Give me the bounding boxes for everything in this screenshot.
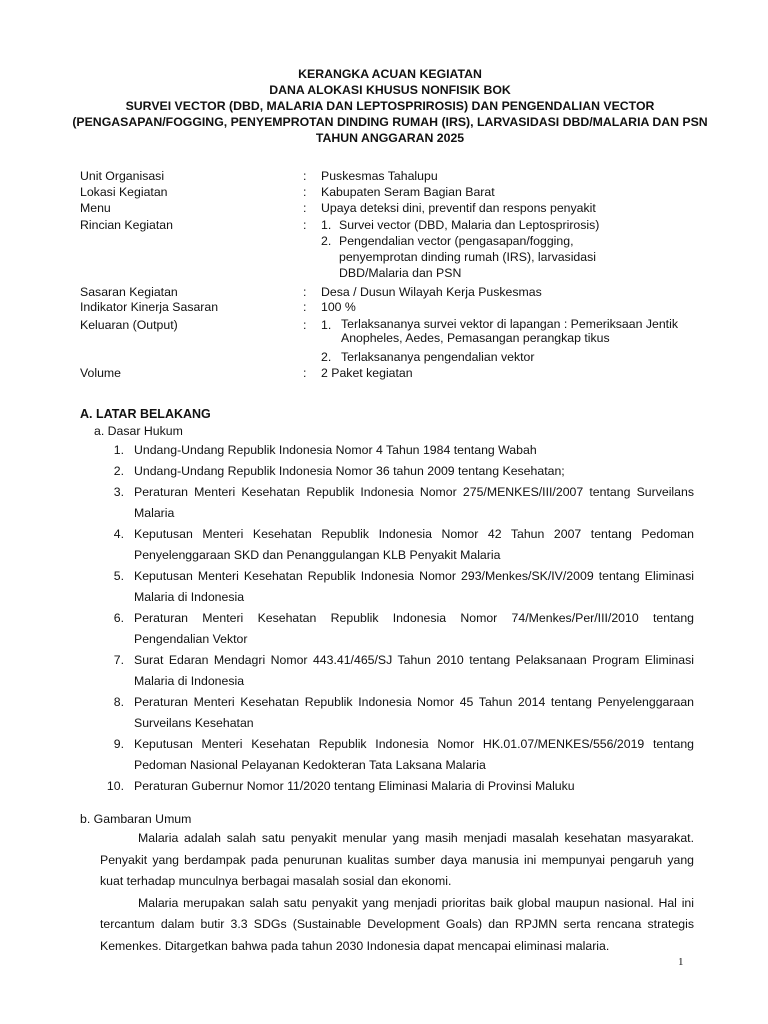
- info-row-sasaran: [80, 284, 720, 300]
- info-table: [80, 168, 720, 381]
- info-value: Desa / Dusun Wilayah Kerja Puskesmas: [321, 285, 542, 300]
- subsection-heading-gambaran-umum: b. Gambaran Umum: [80, 812, 192, 826]
- list-item-number: 4.: [113, 527, 124, 541]
- info-row-indikator: [80, 301, 720, 314]
- rincian-item: [321, 217, 720, 233]
- info-label: Unit Organisasi: [80, 169, 165, 183]
- list-item-number: 1.: [113, 443, 124, 457]
- info-label: Rincian Kegiatan: [80, 217, 173, 232]
- rincian-text-line: Pengendalian vector (pengasapan/fogging,: [339, 233, 574, 248]
- list-item: [100, 692, 694, 734]
- list-item: [100, 440, 694, 461]
- rincian-text-line: penyemprotan dinding rumah (IRS), larvasidasi: [339, 250, 596, 265]
- list-item-text: Keputusan Menteri Kesehatan Republik Indonesia Nomor HK.01.07/MENKES/556/2019 tentang Pedoman Nasional Pelayanan Kedokteran Tata Laksana Malaria: [134, 737, 694, 772]
- list-item-number: 10.: [106, 779, 124, 793]
- info-colon: :: [303, 217, 307, 232]
- rincian-num: 2.: [321, 233, 332, 248]
- info-colon: :: [303, 201, 307, 216]
- title-line: KERANGKA ACUAN KEGIATAN: [298, 67, 482, 81]
- info-colon: :: [303, 365, 307, 380]
- document-title: [60, 66, 720, 146]
- info-row-lokasi: [80, 184, 720, 200]
- keluaran-num: 2.: [321, 349, 332, 364]
- title-line: (PENGASAPAN/FOGGING, PENYEMPROTAN DINDING RUMAH (IRS), LARVASIDASI DBD/MALARIA DAN PSN: [72, 115, 708, 129]
- info-colon: :: [303, 185, 307, 200]
- info-colon: :: [303, 317, 307, 332]
- rincian-item: [321, 233, 720, 282]
- title-line: TAHUN ANGGARAN 2025: [315, 131, 465, 145]
- page-number: 1: [678, 956, 684, 968]
- list-item-text: Surat Edaran Mendagri Nomor 443.41/465/SJ Tahun 2010 tentang Pelaksanaan Program Eliminasi Malaria di Indonesia: [134, 653, 694, 688]
- info-label: Keluaran (Output): [80, 317, 178, 332]
- info-value: 2 Paket kegiatan: [321, 365, 413, 380]
- info-value: Kabupaten Seram Bagian Barat: [321, 185, 495, 200]
- info-row-rincian: [80, 217, 720, 282]
- info-label: Indikator Kinerja Sasaran: [80, 299, 219, 314]
- info-label: Sasaran Kegiatan: [80, 285, 178, 300]
- keluaran-item: [321, 349, 720, 365]
- rincian-num: 1.: [321, 217, 332, 232]
- law-list: [100, 440, 694, 797]
- list-item-text: Keputusan Menteri Kesehatan Republik Indonesia Nomor 42 Tahun 2007 tentang Pedoman Penyelenggaraan SKD dan Penanggulangan KLB Penyakit Malaria: [134, 527, 694, 562]
- list-item-text: Undang-Undang Republik Indonesia Nomor 36 tahun 2009 tentang Kesehatan;: [134, 464, 565, 478]
- info-colon: :: [303, 169, 307, 183]
- list-item: [100, 734, 694, 776]
- info-value: 100 %: [321, 299, 356, 314]
- list-item: [100, 650, 694, 692]
- list-item-text: Peraturan Menteri Kesehatan Republik Indonesia Nomor 45 Tahun 2014 tentang Penyelenggaraan Surveilans Kesehatan: [134, 695, 694, 730]
- rincian-text: [339, 233, 720, 282]
- info-label: Lokasi Kegiatan: [80, 185, 168, 200]
- title-line: DANA ALOKASI KHUSUS NONFISIK BOK: [269, 83, 511, 97]
- subsection-heading-dasar-hukum: a. Dasar Hukum: [94, 424, 183, 438]
- list-item-text: Keputusan Menteri Kesehatan Republik Indonesia Nomor 293/Menkes/SK/IV/2009 tentang Eliminasi Malaria di Indonesia: [134, 569, 694, 604]
- info-label: Volume: [80, 365, 122, 380]
- list-item-number: 5.: [113, 569, 124, 583]
- rincian-text: Survei vector (DBD, Malaria dan Leptosprirosis): [339, 217, 600, 232]
- list-item-number: 3.: [113, 485, 124, 499]
- list-item: [100, 566, 694, 608]
- list-item: [100, 776, 694, 797]
- list-item: [100, 461, 694, 482]
- title-line: SURVEI VECTOR (DBD, MALARIA DAN LEPTOSPRIROSIS) DAN PENGENDALIAN VECTOR: [125, 99, 655, 113]
- list-item: [100, 608, 694, 650]
- list-item: [100, 482, 694, 524]
- keluaran-text-line: Anopheles, Aedes, Pemasangan perangkap tikus: [341, 330, 610, 345]
- section-heading: A. LATAR BELAKANG: [80, 407, 211, 421]
- keluaran-text: Terlaksananya pengendalian vektor: [341, 349, 535, 364]
- paragraph: Malaria adalah salah satu penyakit menular yang masih menjadi masalah kesehatan masyarakat. Penyakit yang berdampak pada penurunan kualitas sumber daya manusia ini mempunyai pengaruh yang kuat terhadap munculnya berbagai masalah sosial dan ekonomi.: [100, 831, 694, 888]
- list-item-text: Peraturan Gubernur Nomor 11/2020 tentang Eliminasi Malaria di Provinsi Maluku: [134, 779, 575, 793]
- list-item-number: 2.: [113, 464, 124, 478]
- keluaran-text-line: Terlaksananya survei vektor di lapangan : Pemeriksaan Jentik: [341, 316, 678, 331]
- list-item-number: 9.: [113, 737, 124, 751]
- paragraph: Malaria merupakan salah satu penyakit yang menjadi prioritas baik global maupun nasional. Hal ini tercantum dalam butir 3.3 SDGs (Sustainable Development Goals) dan RPJMN serta rencana strategis Kemenkes. Ditargetkan bahwa pada tahun 2030 Indonesia dapat mencapai eliminasi malaria.: [100, 895, 694, 953]
- list-item-number: 8.: [113, 695, 124, 709]
- list-item-text: Undang-Undang Republik Indonesia Nomor 4 Tahun 1984 tentang Wabah: [134, 443, 537, 457]
- info-row-keluaran: [80, 317, 720, 365]
- info-colon: :: [303, 285, 307, 300]
- list-item-number: 6.: [113, 611, 124, 625]
- info-value: Puskesmas Tahalupu: [321, 169, 438, 183]
- info-value: [321, 317, 720, 365]
- info-row-volume: [80, 365, 720, 381]
- keluaran-text: [341, 317, 720, 345]
- keluaran-item: [321, 317, 720, 345]
- body-text: [100, 828, 694, 957]
- info-colon: :: [303, 299, 307, 314]
- info-row-menu: [80, 200, 720, 216]
- info-value: [321, 217, 720, 282]
- list-item-text: Peraturan Menteri Kesehatan Republik Indonesia Nomor 74/Menkes/Per/III/2010 tentang Pengendalian Vektor: [134, 611, 694, 646]
- list-item: [100, 524, 694, 566]
- list-item-text: Peraturan Menteri Kesehatan Republik Indonesia Nomor 275/MENKES/III/2007 tentang Surveilans Malaria: [134, 485, 694, 520]
- info-row-unit: [80, 168, 720, 184]
- info-value: Upaya deteksi dini, preventif dan respons penyakit: [321, 201, 596, 216]
- rincian-text-line: DBD/Malaria dan PSN: [339, 266, 462, 281]
- list-item-number: 7.: [113, 653, 124, 667]
- keluaran-num: 1.: [321, 317, 332, 332]
- info-label: Menu: [80, 201, 111, 216]
